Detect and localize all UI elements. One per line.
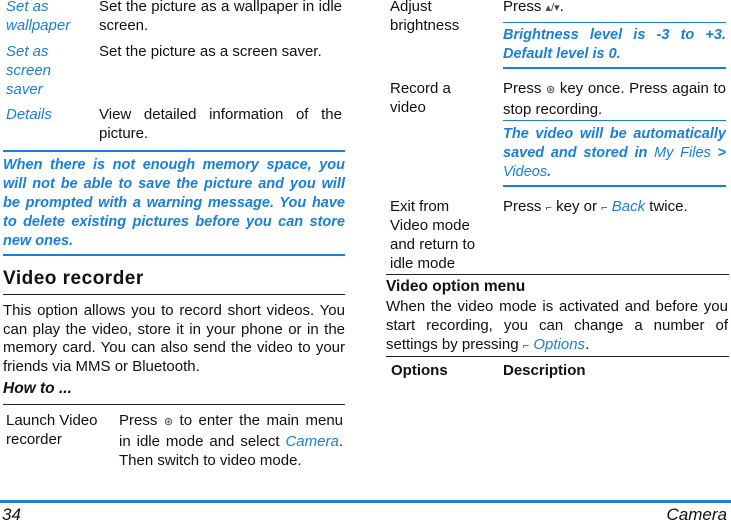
brightness-label: Adjust brightness xyxy=(390,0,460,34)
record-label: Record a video xyxy=(390,80,451,116)
divider xyxy=(3,150,345,152)
divider xyxy=(3,254,345,256)
launch-label: Launch Video recorder xyxy=(6,412,98,448)
launch-desc: Press ⊛ to enter the main menu in idle mode and select Camera. Then switch to video mode. xyxy=(119,412,344,469)
record-note: The video will be automatically saved and stored in My Files > Videos. xyxy=(503,126,726,180)
exit-desc: Press ⌐ key or ⌐ Back twice. xyxy=(503,197,726,218)
option-desc: Set the picture as a wallpaper in idle screen. xyxy=(99,0,342,34)
record-desc: Press ⊛ key once. Press again to stop recording. xyxy=(503,80,726,118)
option-label: Set as wallpaper xyxy=(6,0,71,34)
divider xyxy=(503,22,726,23)
up-down-key-icon: ▴/▾ xyxy=(545,2,560,14)
video-intro: This option allows you to record short videos. You can play the video, store it in your phone or in the memory card. You can also send the video to your friends via MMS or Bluetooth. xyxy=(3,302,345,375)
divider xyxy=(3,294,345,295)
exit-label: Exit from Video mode and return to idle mode xyxy=(390,198,476,272)
ok-key-icon: ⊛ xyxy=(545,84,556,96)
memory-note: When there is not enough memory space, you will not be able to save the picture and you will be prompted with a warning message. You have to delete existing pictures before you can store new ones. xyxy=(3,157,345,249)
divider xyxy=(3,404,345,405)
ok-key-icon: ⊛ xyxy=(163,416,174,428)
brightness-desc: Press ▴/▾. xyxy=(503,0,726,18)
right-softkey-icon: ⌐ xyxy=(601,202,608,214)
option-label: Details xyxy=(6,106,52,123)
divider xyxy=(386,356,729,357)
column-header-options: Options xyxy=(391,362,448,379)
section-name: Camera xyxy=(666,505,727,524)
section-heading: Video recorder xyxy=(3,268,144,289)
footer-rule xyxy=(0,500,731,503)
menu-intro: When the video mode is activated and before you start recording, you can change a number of settings by pressing ⌐ Options. xyxy=(386,297,728,356)
howto-heading: How to ... xyxy=(3,380,72,397)
option-label: Set as screen saver xyxy=(6,43,52,98)
divider xyxy=(386,274,729,275)
divider xyxy=(503,120,726,121)
column-header-description: Description xyxy=(503,362,586,379)
page-number: 34 xyxy=(2,505,21,524)
brightness-note: Brightness level is -3 to +3. Default level is 0. xyxy=(503,27,726,62)
divider xyxy=(503,67,726,69)
left-softkey-icon: ⌐ xyxy=(522,340,530,352)
end-key-icon: ⌐ xyxy=(545,202,552,214)
option-desc: View detailed information of the picture. xyxy=(99,106,342,142)
divider xyxy=(503,185,726,187)
menu-heading: Video option menu xyxy=(386,278,526,295)
option-desc: Set the picture as a screen saver. xyxy=(99,43,322,60)
